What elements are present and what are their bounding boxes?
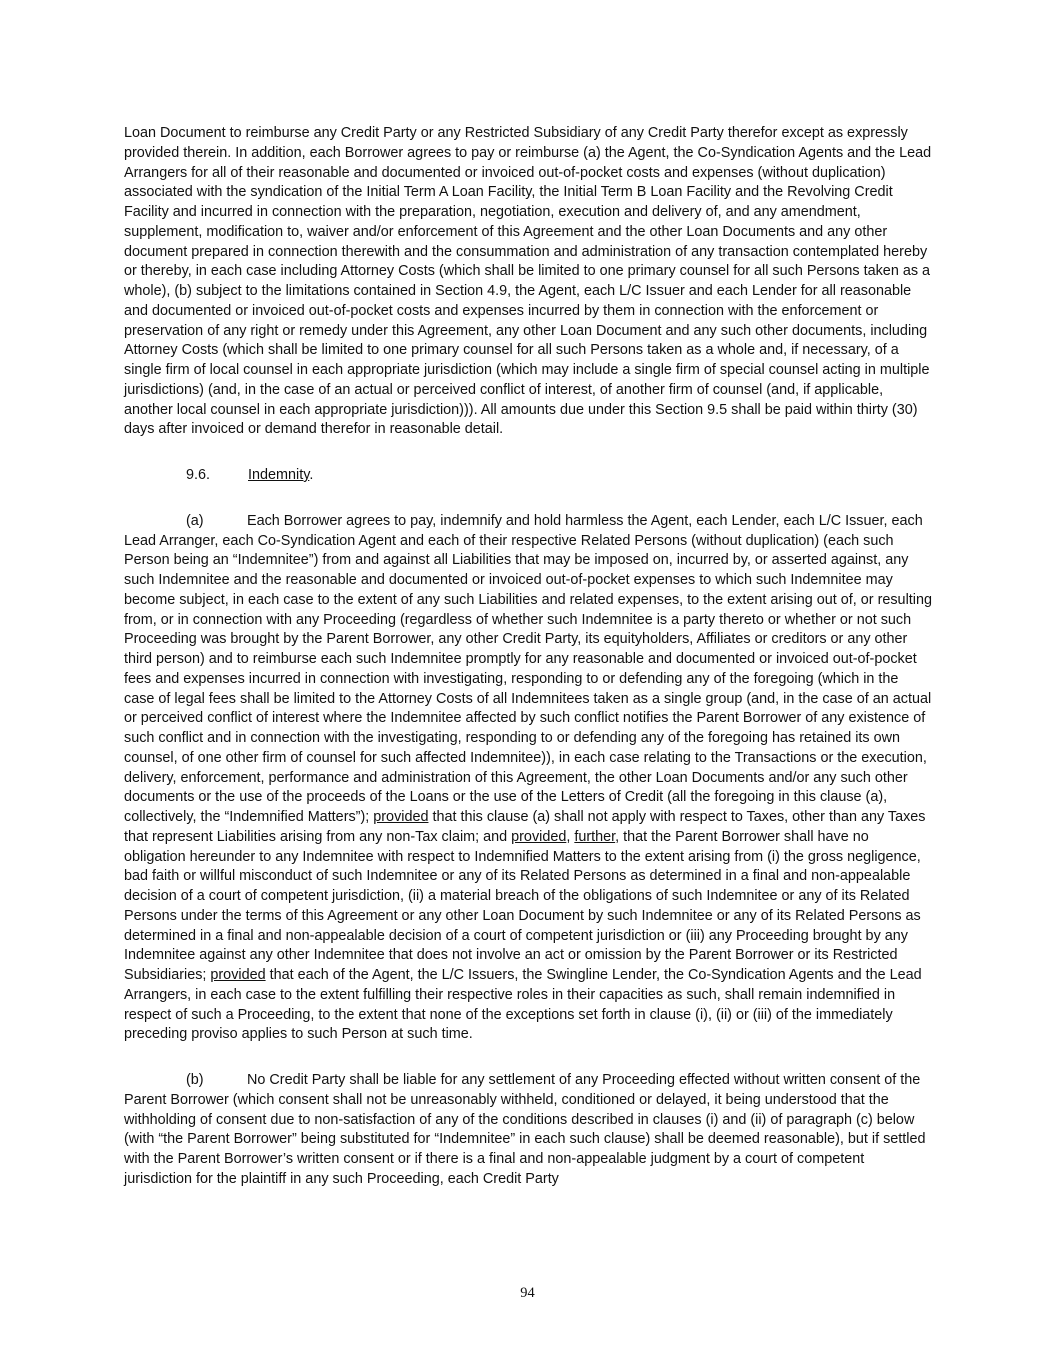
paragraph-spacer — [124, 1045, 932, 1058]
paragraph-spacer — [124, 499, 932, 512]
paragraph-spacer — [124, 440, 932, 453]
clause-a-provided-1: provided — [373, 809, 429, 825]
clause-a-provided-2: provided — [511, 828, 567, 845]
clause-b-paragraph — [124, 1071, 932, 1190]
clause-a-text-part1: Each Borrower agrees to pay, indemnify and hold harmless the Agent, each Lender, each L/C Issuer, each Lead Arranger, each Co-Syndication Agent and each of their respective Related Persons (without duplication) (each such Person being an “Indemnitee”) from and against all Liabilities that may be imposed on, incurred by, or asserted against, any such Indemnitee and the reasonable and documented or invoiced out-of-pocket expenses to which such Indemnitee may become subject, in each case to the extent of any such Liabilities and related expenses, to the extent arising out of, or resulting from, or in connection with any Proceeding (regardless of whether such Indemnitee is a party thereto or whether or not such Proceeding was brought by the Parent Borrower, any other Credit Party, its equityholders, Affiliates or creditors or any other third person) and to reimburse each such Indemnitee promptly for any reasonable and documented or invoiced out-of-pocket fees and expenses incurred in connection with investigating, responding to or defending any of the foregoing (which in the case of legal fees shall be limited to the Attorney Costs of all Indemnitees taken as a single group (and, in the case of an actual or perceived conflict of interest where the Indemnitee affected by such conflict notifies the Parent Borrower of any existence of such conflict and in connection with the investigating, responding to or defending any of the foregoing has retained its own counsel, of one other firm of counsel for such affected Indemnitee)), in each case relating to the Transactions or the execution, delivery, enforcement, performance and administration of this Agreement, the other Loan Documents and/or any such other documents or the use of the proceeds of the Loans or the use of the Letters of Credit (all the foregoing in this clause (a), collectively, the “Indemnified Matters”); — [124, 512, 932, 825]
section-title: Indemnity — [248, 467, 310, 483]
clause-b-text: No Credit Party shall be liable for any settlement of any Proceeding effected without written consent of the Parent Borrower (which consent shall not be unreasonably withheld, conditioned or delayed, it being understood that the withholding of consent due to non-satisfaction of any of the conditions described in clauses (i) and (ii) of paragraph (c) below (with “the Parent Borrower” being substituted for “Indemnitee” in each such clause) shall be deemed reasonable), but if settled with the Parent Borrower’s written consent or if there is a final and non-appealable judgment by a court of competent jurisdiction for the plaintiff in any such Proceeding, each Credit Party — [124, 1072, 926, 1187]
document-page — [124, 124, 932, 1190]
intro-paragraph: Loan Document to reimburse any Credit Party or any Restricted Subsidiary of any Credit Party therefor except as expressly provided therein. In addition, each Borrower agrees to pay or reimburse (a) the Agent, the Co-Syndication Agents and the Lead Arrangers for all of their reasonable and documented or invoiced out-of-pocket costs and expenses (without duplication) associated with the syndication of the Initial Term A Loan Facility, the Initial Term B Loan Facility and the Revolving Credit Facility and incurred in connection with the preparation, negotiation, execution and delivery of, and any amendment, supplement, modification to, waiver and/or enforcement of this Agreement and the other Loan Documents and any other document prepared in connection therewith and the consummation and administration of any transaction contemplated hereby or thereby, in each case including Attorney Costs (which shall be limited to one primary counsel for all such Persons taken as a whole), (b) subject to the limitations contained in Section 4.9, the Agent, each L/C Issuer and each Lender for all reasonable and documented or invoiced out-of-pocket costs and expenses incurred by them in connection with the enforcement or preservation of any right or remedy under this Agreement, any other Loan Document and any such other documents, including Attorney Costs (which shall be limited to one primary counsel for all such Persons taken as a whole and, if necessary, of a single firm of local counsel in each appropriate jurisdiction (which may include a single firm of special counsel acting in multiple jurisdictions) (and, in the case of an actual or perceived conflict of interest, of another firm of counsel (and, if applicable, another local counsel in each appropriate jurisdiction))). All amounts due under this Section 9.5 shall be paid within thirty (30) days after invoiced or demand therefor in reasonable detail. — [124, 125, 932, 438]
clause-a-comma: , — [566, 828, 575, 845]
clause-a-text-part3: , that the Parent Borrower shall have no obligation hereunder to any Indemnitee with respect to Indemnified Matters to the extent arising from (i) the gross negligence, bad faith or willful misconduct of such Indemnitee or any of its Related Persons as determined in a final and non-appealable decision of a court of competent jurisdiction, (ii) a material breach of the obligations of such Indemnitee or any of its Related Persons under the terms of this Agreement or any other Loan Document by such Indemnitee or any of its Related Persons as determined in a final and non-appealable decision of a court of competent jurisdiction or (iii) any Proceeding brought by any Indemnitee against any other Indemnitee that does not involve an act or omission by the Parent Borrower or its Restricted Subsidiaries; — [124, 828, 921, 983]
paragraph-spacer — [124, 1058, 932, 1071]
section-title-suffix: . — [309, 467, 314, 483]
clause-a-paragraph — [124, 512, 932, 1045]
clause-a-provided-3: provided — [210, 967, 266, 983]
page-number: 94 — [520, 1285, 535, 1301]
clause-a-label: (a) — [186, 512, 204, 529]
clause-a-further: further — [574, 828, 616, 845]
section-heading — [124, 466, 932, 486]
clause-b-label: (b) — [186, 1072, 204, 1088]
clause-a-text-part2: that this clause (a) shall not apply with respect to Taxes, other than any Taxes that represent Liabilities arising from any non-Tax claim; and — [124, 809, 926, 845]
clause-a-text-part4: that each of the Agent, the L/C Issuers, the Swingline Lender, the Co-Syndication Agents and the Lead Arrangers, in each case to the extent fulfilling their respective roles in their capacities as such, shall remain indemnified in respect of such a Proceeding, to the extent that none of the exceptions set forth in clause (i), (ii) or (iii) of the immediately preceding proviso applies to such Person at such time. — [124, 967, 922, 1043]
section-number: 9.6. — [186, 467, 211, 483]
